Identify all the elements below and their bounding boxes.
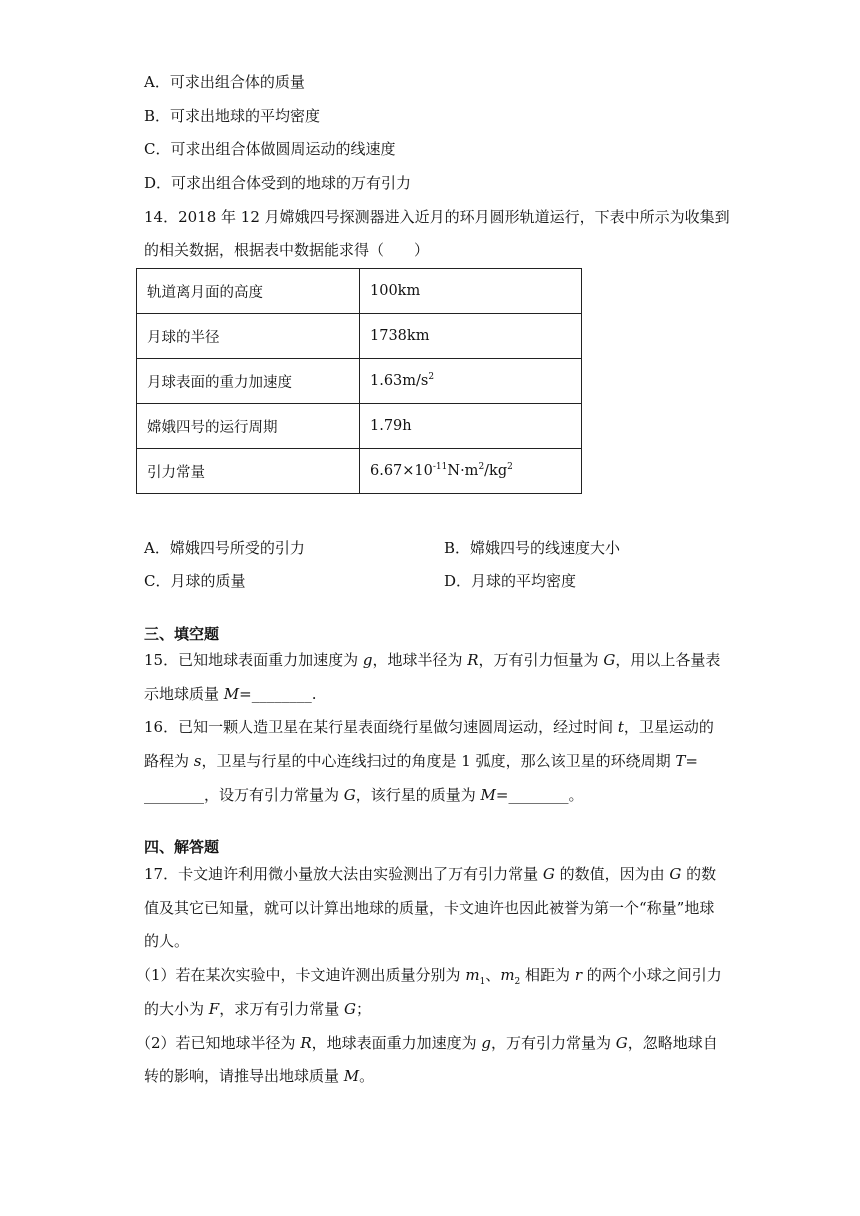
text: ，该行星的质量为 (355, 786, 481, 804)
var: G (603, 651, 616, 669)
text: 15．已知地球表面重力加速度为 (144, 651, 363, 669)
text: =________。 (495, 786, 584, 804)
var: M (223, 685, 240, 703)
table-row (137, 269, 582, 314)
q14-option-d: D．月球的平均密度 (444, 572, 577, 590)
text: 示地球质量 (144, 685, 224, 703)
text: ，地球半径为 (372, 651, 468, 669)
table-row (137, 359, 582, 404)
table-cell-name: 嫦娥四号的运行周期 (137, 404, 360, 449)
var: M (480, 786, 496, 804)
text: ，求万有引力常量 (219, 1000, 344, 1018)
table-cell-value (360, 449, 582, 494)
var: G (343, 1000, 356, 1018)
table-cell-value: 1738km (360, 314, 582, 359)
text: = (685, 752, 698, 770)
section-heading-fill-blank: 三、填空题 (144, 625, 220, 643)
q17-line2: 值及其它已知量，就可以计算出地球的质量，卡文迪许也因此被誉为第一个“称量”地球 (144, 899, 715, 917)
var: r (574, 966, 582, 984)
table-cell-name: 引力常量 (137, 449, 360, 494)
text: ________，设万有引力常量为 (144, 786, 344, 804)
text: ，万有引力常量为 (491, 1034, 616, 1052)
option-a: A．可求出组合体的质量 (144, 73, 305, 91)
text: =________. (239, 685, 317, 703)
table-cell-name: 月球的半径 (137, 314, 360, 359)
value-text: 1.63m/s (370, 373, 429, 389)
table-row (137, 314, 582, 359)
value-sup: 2 (478, 462, 485, 473)
var: s (193, 752, 202, 770)
var: G (343, 786, 356, 804)
option-c: C．可求出组合体做圆周运动的线速度 (144, 140, 396, 158)
text: 16．已知一颗人造卫星在某行星表面绕行星做匀速圆周运动，经过时间 (144, 718, 618, 736)
table-cell-name: 月球表面的重力加速度 (137, 359, 360, 404)
text: 、 (485, 966, 501, 984)
table-cell-value: 1.79h (360, 404, 582, 449)
text: （1）若在某次实验中，卡文迪许测出质量分别为 (136, 966, 466, 984)
text: 的大小为 (144, 1000, 209, 1018)
var: G (669, 865, 682, 883)
var: G (615, 1034, 628, 1052)
sub: 1 (479, 977, 486, 987)
var: R (467, 651, 479, 669)
var: g (481, 1034, 492, 1052)
value-sup: 2 (507, 462, 513, 473)
text: 的数值，因为由 (554, 865, 670, 883)
q16-line3 (144, 785, 583, 805)
text: （2）若已知地球半径为 (136, 1034, 301, 1052)
q16-line2 (144, 751, 698, 771)
q14-option-b: B．嫦娥四号的线速度大小 (444, 539, 621, 557)
text: 17．卡文迪许利用微小量放大法由实验测出了万有引力常量 (144, 865, 543, 883)
text: 相距为 (520, 966, 575, 984)
table-row (137, 449, 582, 494)
q17-line3: 的人。 (144, 932, 190, 950)
table-row (137, 404, 582, 449)
var: m (500, 966, 515, 984)
text: ； (355, 1000, 371, 1018)
text: 路程为 (144, 752, 194, 770)
var: R (300, 1034, 312, 1052)
q14-stem-line2: 的相关数据，根据表中数据能求得（ ） (144, 241, 430, 259)
text: 的两个小球之间引力 (582, 966, 722, 984)
var: F (208, 1000, 220, 1018)
value-sup: -11 (432, 462, 448, 473)
q17-part2-line1 (136, 1033, 718, 1053)
q17-part1-line1 (136, 965, 722, 985)
q17-line1 (144, 864, 716, 884)
var: t (617, 718, 624, 736)
table-cell-value (360, 359, 582, 404)
q16-line1 (144, 717, 714, 737)
option-d: D．可求出组合体受到的地球的万有引力 (144, 174, 412, 192)
text: 。 (359, 1067, 375, 1085)
text: ，万有引力恒量为 (478, 651, 604, 669)
q14-option-c: C．月球的质量 (144, 572, 246, 590)
var: m (465, 966, 480, 984)
value-text: N·m (447, 463, 479, 479)
q15-line1 (144, 650, 720, 670)
var: T (675, 752, 686, 770)
value-text: /kg (484, 463, 508, 479)
q17-part2-line2 (144, 1066, 374, 1086)
q14-stem-line1: 14．2018 年 12 月嫦娥四号探测器进入近月的环月圆形轨道运行，下表中所示为收集到 (144, 208, 730, 226)
table-cell-name: 轨道离月面的高度 (137, 269, 360, 314)
var: g (362, 651, 373, 669)
text: ，用以上各量表 (615, 651, 721, 669)
text: ，忽略地球自 (627, 1034, 718, 1052)
var: M (343, 1067, 360, 1085)
q14-option-a: A．嫦娥四号所受的引力 (144, 539, 305, 557)
text: 的数 (681, 865, 717, 883)
table-cell-value: 100km (360, 269, 582, 314)
q17-part1-line2 (144, 999, 371, 1019)
text: ，卫星与行星的中心连线扫过的角度是 1 弧度，那么该卫星的环绕周期 (201, 752, 676, 770)
q15-line2 (144, 684, 316, 704)
section-heading-answer: 四、解答题 (144, 838, 220, 856)
var: G (542, 865, 555, 883)
sub: 2 (514, 977, 521, 987)
data-table (136, 268, 582, 494)
value-text: 6.67×10 (370, 463, 433, 479)
text: 转的影响，请推导出地球质量 (144, 1067, 344, 1085)
text: ，卫星运动的 (623, 718, 714, 736)
option-b: B．可求出地球的平均密度 (144, 107, 321, 125)
value-sup: 2 (428, 372, 435, 383)
text: ，地球表面重力加速度为 (311, 1034, 482, 1052)
